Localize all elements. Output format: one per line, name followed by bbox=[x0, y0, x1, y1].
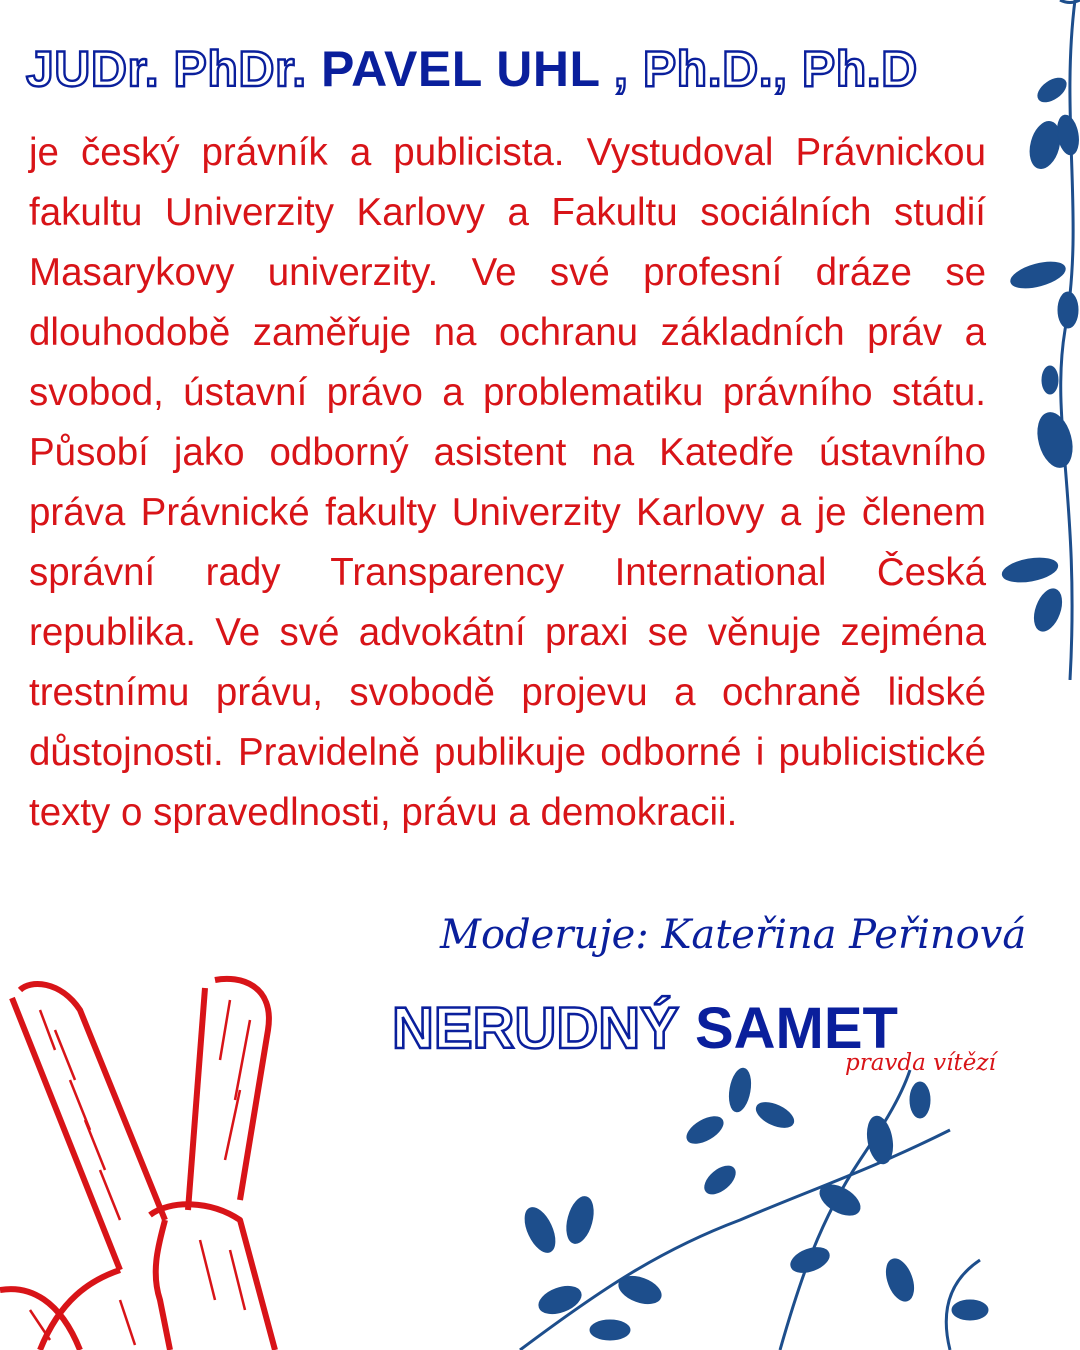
leaf-vine-bottom-icon bbox=[480, 1060, 1050, 1350]
speaker-bio: je český právník a publicista. Vystudoval Právnickou fakultu Univerzity Karlovy a Fakultu sociálních studií Masarykovy univerzity. Ve své profesní dráze se dlouhodobě zaměřuje na ochranu základních práv a svobod, ústavní právo a problematiku právního státu. Působí jako odborný asistent na Katedře ústavního práva Právnické fakulty Univerzity Karlovy a je členem správní rady Transparency International Česká republika. Ve své advokátní praxi se věnuje zejména trestnímu právu, svobodě projevu a ochraně lidské důstojnosti. Pravidelně publikuje odborné i publicistické texty o spravedlnosti, právu a demokracii. bbox=[29, 131, 986, 834]
brand-logo bbox=[392, 995, 898, 1062]
speaker-name: PAVEL UHL bbox=[321, 41, 600, 97]
title-suffix: , Ph.D., Ph.D bbox=[614, 41, 918, 97]
brand-tagline: pravda vítězí bbox=[845, 1050, 996, 1076]
title-prefix: JUDr. PhDr. bbox=[26, 41, 307, 97]
brand-word-samet: SAMET bbox=[694, 996, 898, 1061]
moderator-credit: Moderuje: Kateřina Peřinová bbox=[440, 912, 1027, 958]
speaker-title bbox=[26, 40, 1026, 98]
leaf-vine-right-icon bbox=[990, 0, 1080, 680]
victory-hand-icon bbox=[0, 970, 300, 1350]
brand-word-nerudny: NERUDNÝ bbox=[392, 996, 679, 1061]
